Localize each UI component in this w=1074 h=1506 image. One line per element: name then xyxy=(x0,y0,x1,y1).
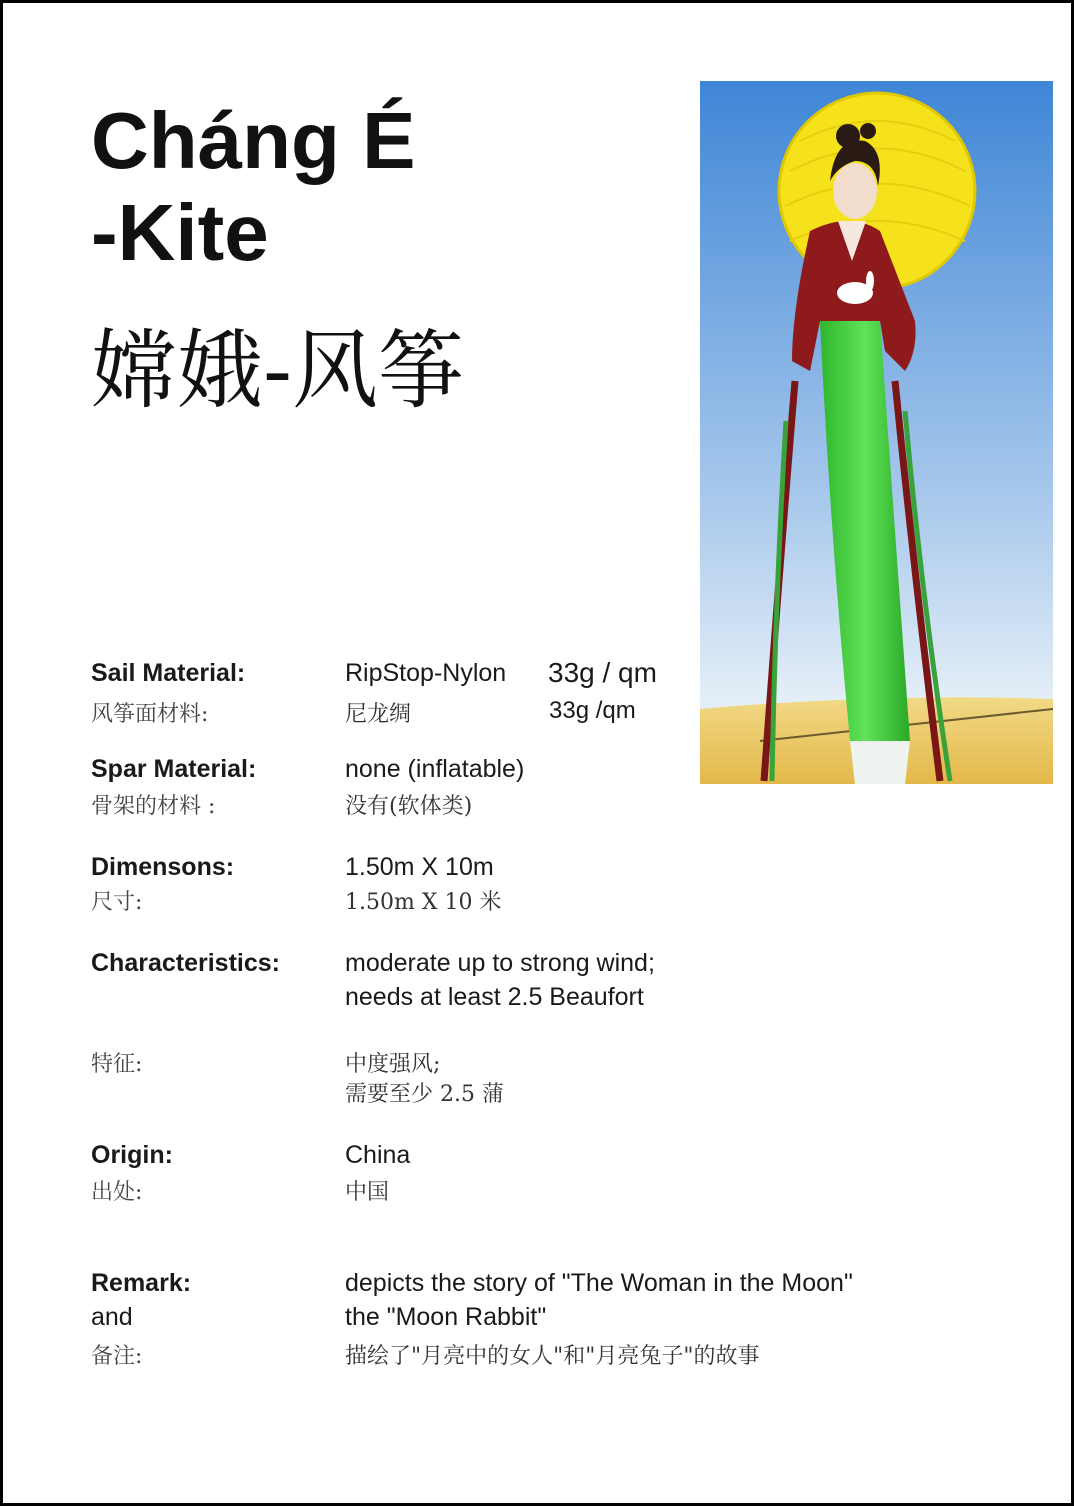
remark-value-cn: 描绘了"月亮中的女人"和"月亮兔子"的故事 xyxy=(345,1344,760,1369)
spar-material-value: none (inflatable) xyxy=(345,755,525,783)
characteristics-value-line-2: needs at least 2.5 Beaufort xyxy=(345,983,644,1011)
origin-label-cn: 出处: xyxy=(91,1180,143,1205)
characteristics-label: Characteristics: xyxy=(91,949,280,977)
characteristics-label-cn: 特征: xyxy=(91,1052,143,1077)
sail-material-label-cn: 风筝面材料: xyxy=(91,702,209,727)
remark-label-cn: 备注: xyxy=(91,1344,143,1369)
title-line-1: Cháng É xyxy=(91,96,416,185)
spar-material-label-cn: 骨架的材料 : xyxy=(91,794,216,819)
origin-value: China xyxy=(345,1141,411,1169)
kite-woman-illustration xyxy=(700,81,1053,784)
remark-value-line-2: the "Moon Rabbit" xyxy=(345,1303,547,1331)
characteristics-value-line-1: moderate up to strong wind; xyxy=(345,949,655,977)
origin-label: Origin: xyxy=(91,1141,173,1169)
sail-material-weight-cn: 33g /qm xyxy=(549,697,636,724)
sail-material-value-cn: 尼龙绸 xyxy=(345,702,412,727)
characteristics-value-cn-line-1: 中度强风; xyxy=(345,1052,441,1077)
dimensions-label: Dimensons: xyxy=(91,853,235,881)
title-line-2: -Kite xyxy=(91,188,269,277)
sail-material-label: Sail Material: xyxy=(91,659,246,687)
remark-label-and: and xyxy=(91,1303,133,1331)
dimensions-value-cn: 1.50m X 10 米 xyxy=(345,890,502,915)
dimensions-value: 1.50m X 10m xyxy=(345,853,494,881)
dimensions-label-cn: 尺寸: xyxy=(91,890,143,915)
title-chinese: 嫦娥-风筝 xyxy=(91,321,465,421)
origin-value-cn: 中国 xyxy=(345,1180,390,1205)
sail-material-weight: 33g / qm xyxy=(548,657,657,688)
remark-label: Remark: xyxy=(91,1269,192,1297)
remark-value-line-1: depicts the story of "The Woman in the Moon" xyxy=(345,1269,853,1297)
spar-material-label: Spar Material: xyxy=(91,755,257,783)
page-title xyxy=(91,95,415,279)
kite-photo xyxy=(700,81,1053,784)
spar-material-value-cn: 没有(软体类) xyxy=(345,794,473,819)
sail-material-value: RipStop-Nylon xyxy=(345,659,507,687)
characteristics-value-cn-line-2: 需要至少 2.5 蒲 xyxy=(345,1082,504,1107)
